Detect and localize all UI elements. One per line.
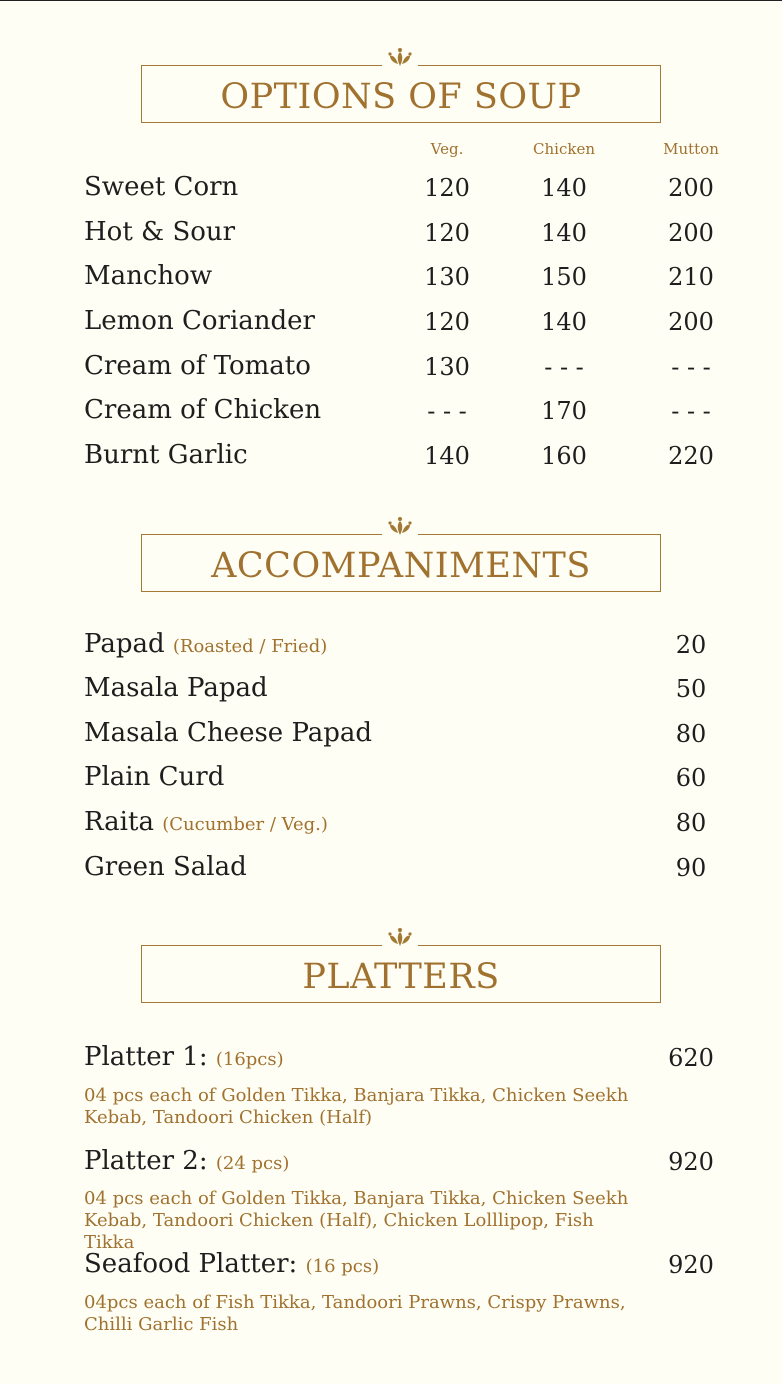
soup-section-header [141,65,661,123]
soup-name: Cream of Chicken [84,395,322,425]
accompaniment-row [84,807,724,847]
soup-name: Cream of Tomato [84,351,311,381]
platter-row [84,1249,724,1289]
price-veg: - - - [427,397,467,425]
accompaniment-price: 60 [675,764,707,792]
platter-name: Platter 2: (24 pcs) [84,1146,290,1176]
platter-description: 04 pcs each of Golden Tikka, Banjara Tikka, Chicken Seekh Kebab, Tandoori Chicken (Half) [84,1085,629,1128]
column-header-veg: Veg. [430,140,464,158]
platter-row [84,1146,724,1186]
accompaniment-note: (Cucumber / Veg.) [162,814,328,835]
accompaniment-price: 90 [675,854,707,882]
fleur-ornament-icon [382,515,418,537]
soup-row [84,217,724,257]
price-veg: 120 [424,174,470,202]
soup-row [84,351,724,391]
fleur-ornament-icon [382,46,418,68]
price-veg: 140 [424,442,470,470]
platter-price: 920 [668,1251,714,1279]
accompaniment-name: Papad (Roasted / Fried) [84,629,328,659]
price-chicken: 150 [541,263,587,291]
soup-row [84,395,724,435]
platter-description: 04 pcs each of Golden Tikka, Banjara Tikka, Chicken Seekh Kebab, Tandoori Chicken (Half), Chicken Lolllipop, Fish Tikka [84,1188,629,1253]
column-header-chicken: Chicken [533,140,595,158]
platter-description: 04pcs each of Fish Tikka, Tandoori Prawns, Crispy Prawns, Chilli Garlic Fish [84,1292,626,1335]
accompaniment-price: 50 [675,675,707,703]
accompaniment-price: 20 [675,631,707,659]
top-border-line [0,0,782,1]
accompaniments-section-header [141,534,661,592]
soup-section-title: OPTIONS OF SOUP [220,77,582,117]
price-veg: 130 [424,353,470,381]
accompaniment-name: Masala Cheese Papad [84,718,373,748]
price-chicken: 160 [541,442,587,470]
accompaniment-row [84,762,724,802]
soup-row [84,172,724,212]
price-mutton: 200 [668,174,714,202]
fleur-ornament-icon [382,926,418,948]
soup-name: Manchow [84,261,213,291]
price-veg: 120 [424,219,470,247]
accompaniments-section-title: ACCOMPANIMENTS [211,546,591,586]
price-chicken: 140 [541,174,587,202]
soup-name: Lemon Coriander [84,306,315,336]
price-mutton: - - - [671,397,711,425]
soup-name: Sweet Corn [84,172,239,202]
soup-name: Hot & Sour [84,217,236,247]
platters-section-title: PLATTERS [302,957,500,997]
price-mutton: 210 [668,263,714,291]
accompaniment-name: Raita (Cucumber / Veg.) [84,807,328,837]
price-veg: 120 [424,308,470,336]
accompaniment-row [84,673,724,713]
accompaniment-row [84,852,724,892]
soup-row [84,440,724,480]
price-chicken: 170 [541,397,587,425]
price-mutton: 200 [668,308,714,336]
price-chicken: 140 [541,308,587,336]
accompaniment-name: Green Salad [84,852,247,882]
platter-note: (24 pcs) [215,1153,290,1174]
platter-note: (16pcs) [215,1049,284,1070]
column-header-mutton: Mutton [663,140,719,158]
accompaniment-row [84,629,724,669]
platter-row [84,1042,724,1082]
accompaniment-price: 80 [675,809,707,837]
platter-name: Platter 1: (16pcs) [84,1042,284,1072]
platter-price: 620 [668,1044,714,1072]
accompaniment-price: 80 [675,720,707,748]
price-mutton: 200 [668,219,714,247]
platter-name: Seafood Platter: (16 pcs) [84,1249,380,1279]
accompaniment-name: Masala Papad [84,673,268,703]
price-veg: 130 [424,263,470,291]
price-chicken: - - - [544,353,584,381]
price-mutton: 220 [668,442,714,470]
accompaniment-name: Plain Curd [84,762,225,792]
platters-section-header [141,945,661,1003]
accompaniment-row [84,718,724,758]
soup-name: Burnt Garlic [84,440,248,470]
soup-row [84,261,724,301]
price-mutton: - - - [671,353,711,381]
platter-note: (16 pcs) [305,1256,380,1277]
soup-row [84,306,724,346]
accompaniment-note: (Roasted / Fried) [172,636,328,657]
price-chicken: 140 [541,219,587,247]
platter-price: 920 [668,1148,714,1176]
